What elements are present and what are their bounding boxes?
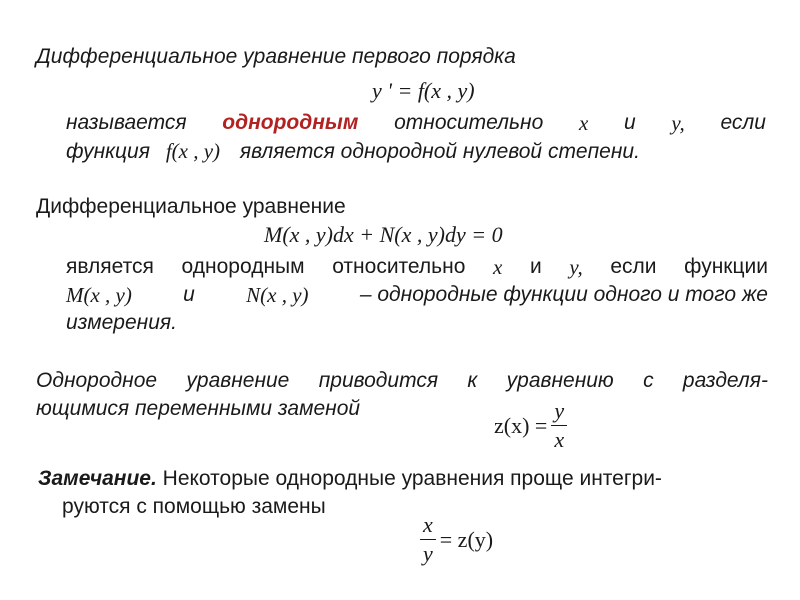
- word: и: [529, 255, 542, 278]
- word: является однородной нулевой степени.: [239, 140, 640, 163]
- word: разделя-: [682, 369, 768, 392]
- word: относительно: [394, 111, 544, 134]
- block1-heading: Дифференциальное уравнение первого порядка: [36, 45, 516, 68]
- block1-line3: [66, 138, 640, 165]
- var-x: x: [493, 255, 503, 279]
- fraction-numerator: x: [423, 512, 433, 537]
- word: функции: [684, 255, 768, 278]
- word: и: [623, 111, 636, 134]
- remark-label: Замечание.: [38, 467, 157, 490]
- var-y: y,: [671, 111, 685, 135]
- fraction-denominator: y: [423, 541, 433, 566]
- word: называется: [66, 111, 187, 134]
- block4-line1: [38, 466, 662, 492]
- func-m: M(x , y): [66, 283, 132, 307]
- func-f: f(x , y): [165, 139, 221, 163]
- fraction-denominator: x: [554, 427, 565, 452]
- fraction: [551, 398, 567, 453]
- var-x: x: [578, 111, 589, 135]
- block1-equation: y ' = f(x , y): [372, 78, 475, 103]
- fraction-bar: [420, 539, 436, 540]
- block2-heading: Дифференциальное уравнение: [36, 195, 346, 218]
- substitution-formula-z: [494, 398, 571, 453]
- block4-line2: руются с помощью замены: [62, 495, 326, 518]
- func-n: N(x , y): [246, 283, 309, 307]
- word: и: [183, 283, 195, 306]
- word: функция: [66, 140, 150, 163]
- block2-line3: [66, 282, 768, 308]
- word: с: [643, 369, 654, 392]
- fraction-bar: [551, 425, 567, 426]
- formula-lhs: z(x) =: [494, 412, 548, 438]
- word: приводится: [318, 369, 439, 392]
- block3-line1: [36, 368, 768, 394]
- phrase: – однородные функции одного и того же: [359, 283, 768, 306]
- word: однородным: [181, 255, 305, 278]
- term-homogeneous: однородным: [222, 111, 359, 134]
- word: относительно: [332, 255, 466, 278]
- var-y: y,: [569, 255, 583, 279]
- word: является: [66, 255, 154, 278]
- block2-equation: M(x , y)dx + N(x , y)dy = 0: [264, 222, 503, 247]
- fraction-numerator: y: [554, 398, 565, 423]
- substitution-formula-x-over-y: [420, 512, 493, 567]
- block3-line2: ющимися переменными заменой: [36, 397, 361, 420]
- formula-rhs: = z(y): [439, 526, 494, 552]
- fraction: [420, 512, 436, 567]
- word: если: [610, 255, 657, 278]
- remark-text: Некоторые однородные уравнения проще интегри-: [162, 467, 662, 490]
- block2-line4: измерения.: [66, 311, 177, 334]
- word: если: [720, 111, 766, 134]
- block1-line2: [66, 110, 766, 136]
- word: уравнение: [186, 369, 290, 392]
- word: Однородное: [36, 369, 158, 392]
- word: уравнению: [506, 369, 614, 392]
- word: к: [467, 369, 478, 392]
- block2-line2: [66, 254, 768, 280]
